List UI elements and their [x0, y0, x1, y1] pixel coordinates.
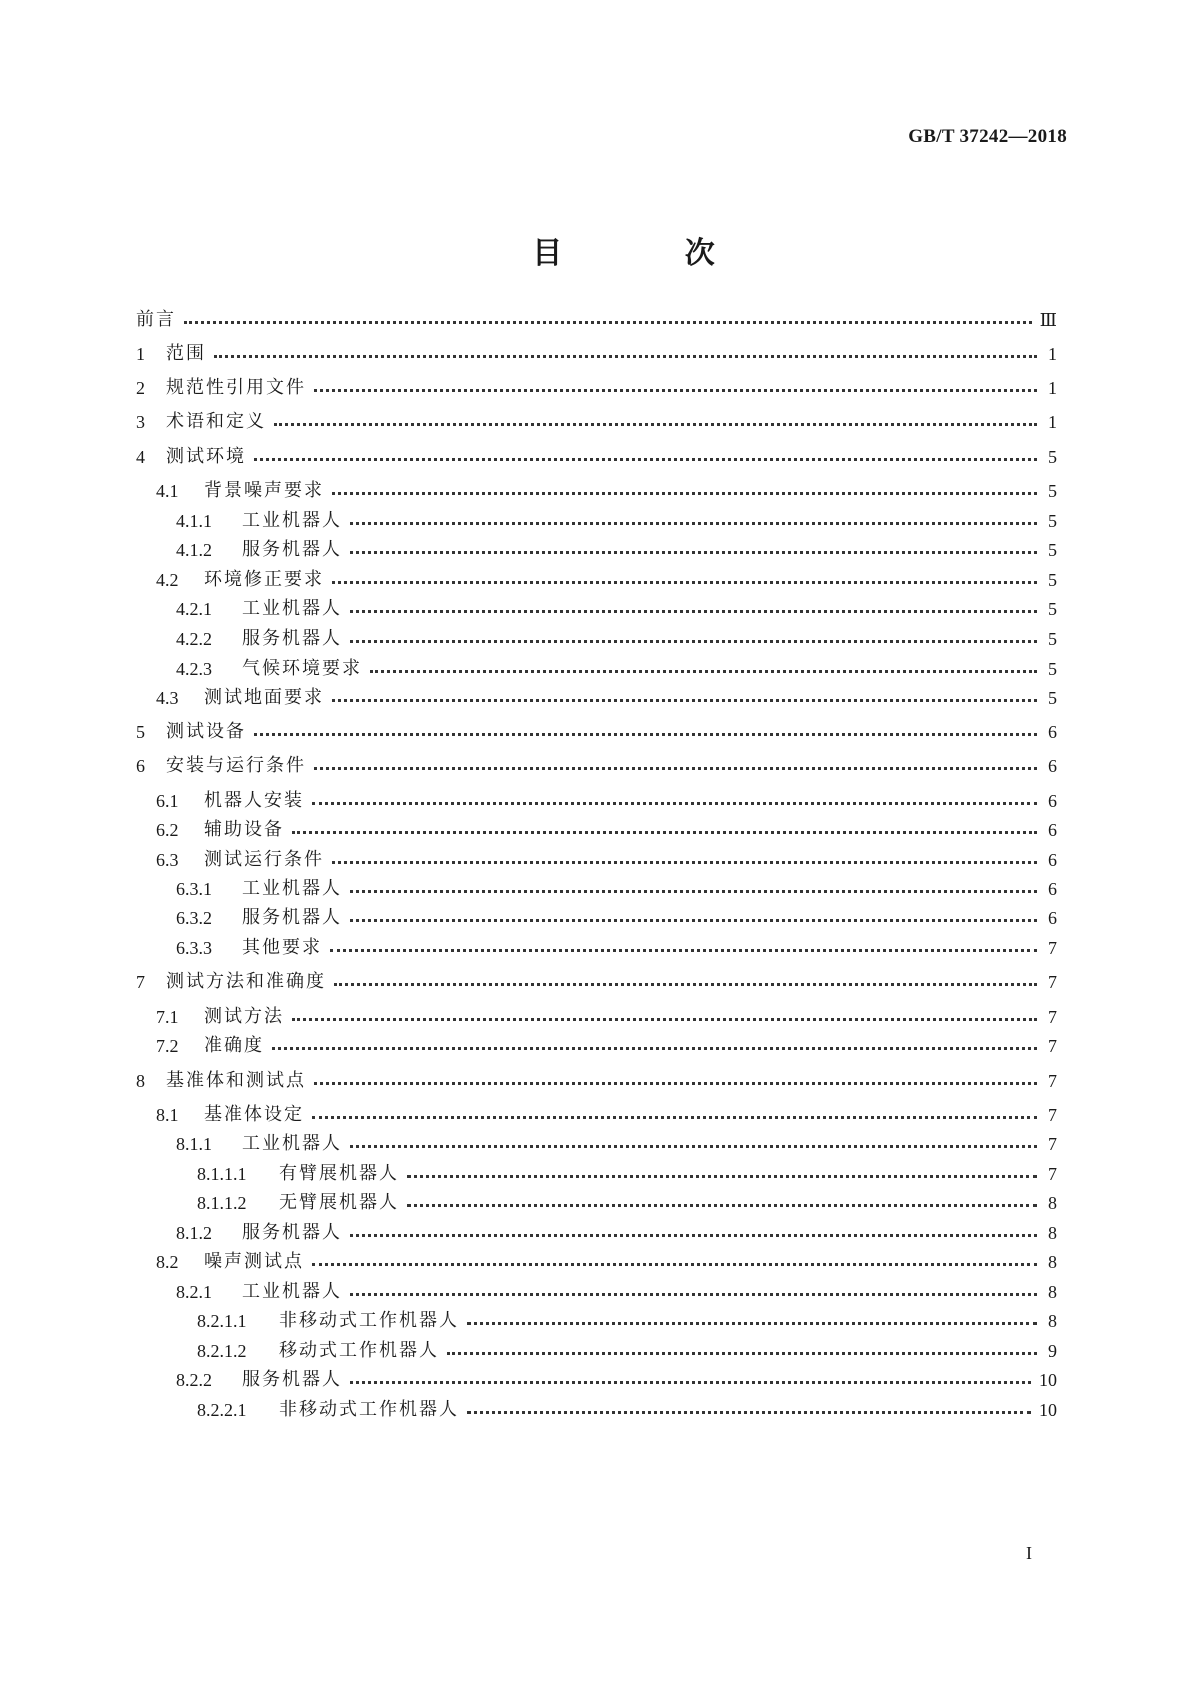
toc-entry[interactable] — [136, 1218, 1057, 1248]
toc-entry[interactable] — [136, 654, 1057, 684]
dot-leader — [314, 373, 1037, 403]
dot-leader — [274, 407, 1037, 437]
toc-entry[interactable] — [136, 1247, 1057, 1277]
dot-leader — [334, 967, 1037, 997]
toc-entry[interactable] — [136, 624, 1057, 654]
toc-entry-page: 5 — [1048, 570, 1057, 590]
toc-entry-label: 术语和定义 — [166, 411, 266, 432]
toc-entry-number: 8.1 — [156, 1105, 179, 1125]
dot-leader — [407, 1159, 1037, 1189]
toc-entry-label: 测试运行条件 — [204, 849, 324, 870]
toc-entry-label: 测试设备 — [166, 721, 246, 742]
toc-entry-label: 环境修正要求 — [204, 569, 324, 590]
toc-entry-number: 2 — [136, 378, 145, 398]
toc-entry-number: 6.1 — [156, 791, 179, 811]
toc-entry-page: 1 — [1048, 344, 1057, 364]
toc-entry-number: 8.2.1 — [176, 1282, 212, 1302]
toc-entry-label: 非移动式工作机器人 — [279, 1310, 459, 1331]
toc-entry-label: 基准体设定 — [204, 1104, 304, 1125]
toc-entry[interactable] — [136, 1365, 1057, 1395]
toc-entry-page: 6 — [1048, 879, 1057, 899]
toc-entry-page: 6 — [1048, 820, 1057, 840]
toc-entry[interactable] — [136, 476, 1057, 506]
toc-entry-label: 服务机器人 — [242, 1369, 342, 1390]
toc-entry[interactable] — [136, 305, 1057, 335]
toc-entry[interactable] — [136, 1188, 1057, 1218]
dot-leader — [292, 815, 1037, 845]
dot-leader — [292, 1002, 1037, 1032]
toc-entry-page: 7 — [1048, 938, 1057, 958]
toc-entry-label: 工业机器人 — [242, 598, 342, 619]
dot-leader — [312, 1247, 1037, 1277]
toc-entry-label: 服务机器人 — [242, 628, 342, 649]
toc-entry[interactable] — [136, 786, 1057, 816]
toc-entry-page: 10 — [1039, 1370, 1057, 1390]
toc-entry-page: 1 — [1048, 378, 1057, 398]
toc-entry-page: 7 — [1048, 1036, 1057, 1056]
toc-entry-number: 4.2.2 — [176, 629, 212, 649]
toc-entry[interactable] — [136, 1129, 1057, 1159]
toc-entry-number: 4.1.1 — [176, 511, 212, 531]
toc-entry[interactable] — [136, 1306, 1057, 1336]
toc-entry-page: 5 — [1048, 688, 1057, 708]
dot-leader — [312, 1100, 1037, 1130]
toc-entry-number: 6.3.3 — [176, 938, 212, 958]
toc-entry[interactable] — [136, 717, 1057, 747]
toc-entry-number: 7.1 — [156, 1007, 179, 1027]
toc-entry-number: 4.2 — [156, 570, 179, 590]
toc-entry-number: 4.1.2 — [176, 540, 212, 560]
toc-entry-number: 4.2.1 — [176, 599, 212, 619]
toc-entry-page: 5 — [1048, 599, 1057, 619]
toc-entry-number: 8.1.1.2 — [197, 1193, 247, 1213]
dot-leader — [332, 565, 1037, 595]
toc-entry-number: 8.2.2 — [176, 1370, 212, 1390]
toc-entry-number: 4.3 — [156, 688, 179, 708]
toc-entry-page: 8 — [1048, 1282, 1057, 1302]
toc-entry-page: 6 — [1048, 791, 1057, 811]
toc-entry-number: 8.2 — [156, 1252, 179, 1272]
toc-entry-label: 准确度 — [204, 1035, 264, 1056]
dot-leader — [350, 1218, 1037, 1248]
toc-entry[interactable] — [136, 874, 1057, 904]
toc-entry-number: 8.2.1.1 — [197, 1311, 247, 1331]
dot-leader — [254, 717, 1037, 747]
dot-leader — [350, 624, 1037, 654]
toc-entry-page: 7 — [1048, 972, 1057, 992]
toc-entry-number: 8.1.1 — [176, 1134, 212, 1154]
dot-leader — [350, 1129, 1037, 1159]
dot-leader — [332, 845, 1037, 875]
toc-entry-label: 测试方法和准确度 — [166, 971, 326, 992]
toc-entry-page: 10 — [1039, 1400, 1057, 1420]
toc-entry-page: 8 — [1048, 1193, 1057, 1213]
toc-entry-number: 8.1.2 — [176, 1223, 212, 1243]
toc-entry-number: 8 — [136, 1071, 145, 1091]
toc-entry-label: 非移动式工作机器人 — [279, 1399, 459, 1420]
toc-entry-page: 5 — [1048, 481, 1057, 501]
toc-entry-number: 6 — [136, 756, 145, 776]
toc-entry-number: 6.3.1 — [176, 879, 212, 899]
toc-entry[interactable] — [136, 683, 1057, 713]
dot-leader — [407, 1188, 1037, 1218]
toc-entry[interactable] — [136, 1100, 1057, 1130]
toc-entry[interactable] — [136, 1066, 1057, 1096]
toc-entry-number: 4.1 — [156, 481, 179, 501]
dot-leader — [214, 339, 1037, 369]
toc-entry-number: 8.2.1.2 — [197, 1341, 247, 1361]
dot-leader — [350, 1365, 1031, 1395]
toc-entry-page: 7 — [1048, 1105, 1057, 1125]
dot-leader — [332, 683, 1037, 713]
toc-entry-number: 3 — [136, 412, 145, 432]
toc-entry[interactable] — [136, 903, 1057, 933]
toc-entry-label: 安装与运行条件 — [166, 755, 306, 776]
toc-entry-label: 气候环境要求 — [242, 658, 362, 679]
toc-entry-label: 服务机器人 — [242, 907, 342, 928]
toc-entry-page: 9 — [1048, 1341, 1057, 1361]
toc-entry[interactable] — [136, 1336, 1057, 1366]
toc-entry-label: 服务机器人 — [242, 1222, 342, 1243]
toc-entry[interactable] — [136, 1002, 1057, 1032]
toc-entry-page: 5 — [1048, 629, 1057, 649]
dot-leader — [467, 1306, 1037, 1336]
toc-entry[interactable] — [136, 967, 1057, 997]
toc-entry[interactable] — [136, 535, 1057, 565]
dot-leader — [314, 751, 1037, 781]
toc-entry-page: 8 — [1048, 1252, 1057, 1272]
toc-entry-page: Ⅲ — [1039, 310, 1057, 330]
dot-leader — [330, 933, 1037, 963]
toc-entry-label: 范围 — [166, 343, 206, 364]
document-code: GB/T 37242—2018 — [908, 126, 1067, 147]
toc-entry-page: 7 — [1048, 1134, 1057, 1154]
toc-entry-page: 6 — [1048, 908, 1057, 928]
dot-leader — [350, 535, 1037, 565]
toc-entry-number: 6.3.2 — [176, 908, 212, 928]
toc-entry-label: 机器人安装 — [204, 790, 304, 811]
toc-entry-label: 前言 — [136, 309, 176, 330]
toc-entry-page: 6 — [1048, 722, 1057, 742]
toc-entry-page: 5 — [1048, 447, 1057, 467]
toc-entry-label: 噪声测试点 — [204, 1251, 304, 1272]
toc-entry[interactable] — [136, 373, 1057, 403]
dot-leader — [350, 594, 1037, 624]
toc-entry-label: 工业机器人 — [242, 1133, 342, 1154]
toc-entry[interactable] — [136, 845, 1057, 875]
dot-leader — [314, 1066, 1037, 1096]
toc-entry-number: 6.3 — [156, 850, 179, 870]
toc-entry[interactable] — [136, 565, 1057, 595]
toc-entry-number: 8.1.1.1 — [197, 1164, 247, 1184]
page-title: 目 次 — [532, 236, 771, 271]
toc-entry-page: 8 — [1048, 1223, 1057, 1243]
dot-leader — [370, 654, 1037, 684]
toc-entry[interactable] — [136, 1159, 1057, 1189]
dot-leader — [254, 442, 1037, 472]
toc-entry-number: 8.2.2.1 — [197, 1400, 247, 1420]
toc-entry-label: 移动式工作机器人 — [279, 1340, 439, 1361]
dot-leader — [447, 1336, 1037, 1366]
toc-entry[interactable] — [136, 751, 1057, 781]
dot-leader — [272, 1031, 1037, 1061]
toc-entry-label: 其他要求 — [242, 937, 322, 958]
toc-entry-label: 服务机器人 — [242, 539, 342, 560]
toc-entry-page: 5 — [1048, 540, 1057, 560]
toc-entry-page: 8 — [1048, 1311, 1057, 1331]
toc-entry-number: 5 — [136, 722, 145, 742]
toc-entry-number: 4 — [136, 447, 145, 467]
dot-leader — [350, 874, 1037, 904]
toc-entry[interactable] — [136, 594, 1057, 624]
toc-entry-page: 7 — [1048, 1007, 1057, 1027]
toc-entry-number: 7.2 — [156, 1036, 179, 1056]
toc-entry-label: 测试地面要求 — [204, 687, 324, 708]
toc-entry-label: 工业机器人 — [242, 878, 342, 899]
toc-entry-label: 工业机器人 — [242, 510, 342, 531]
toc-entry-label: 规范性引用文件 — [166, 377, 306, 398]
toc-entry[interactable] — [136, 1277, 1057, 1307]
toc-entry-label: 工业机器人 — [242, 1281, 342, 1302]
toc-entry-label: 测试环境 — [166, 446, 246, 467]
dot-leader — [467, 1395, 1031, 1425]
dot-leader — [312, 786, 1037, 816]
toc-entry-label: 有臂展机器人 — [279, 1163, 399, 1184]
toc-entry[interactable] — [136, 506, 1057, 536]
toc-entry-label: 测试方法 — [204, 1006, 284, 1027]
toc-entry-label: 无臂展机器人 — [279, 1192, 399, 1213]
toc-entry-number: 6.2 — [156, 820, 179, 840]
toc-entry-page: 7 — [1048, 1071, 1057, 1091]
page-number: I — [1026, 1543, 1032, 1563]
dot-leader — [184, 305, 1032, 335]
toc-entry-number: 4.2.3 — [176, 659, 212, 679]
dot-leader — [332, 476, 1037, 506]
toc-entry-page: 5 — [1048, 659, 1057, 679]
toc-entry-page: 6 — [1048, 850, 1057, 870]
toc-entry-number: 7 — [136, 972, 145, 992]
toc-entry[interactable] — [136, 933, 1057, 963]
toc-entry-page: 1 — [1048, 412, 1057, 432]
toc-entry[interactable] — [136, 1395, 1057, 1425]
toc-entry-number: 1 — [136, 344, 145, 364]
toc-entry-label: 辅助设备 — [204, 819, 284, 840]
toc-entry[interactable] — [136, 339, 1057, 369]
dot-leader — [350, 903, 1037, 933]
toc-entry-page: 6 — [1048, 756, 1057, 776]
toc-entry[interactable] — [136, 442, 1057, 472]
toc-entry-label: 背景噪声要求 — [204, 480, 324, 501]
dot-leader — [350, 506, 1037, 536]
toc-entry-label: 基准体和测试点 — [166, 1070, 306, 1091]
toc-entry-page: 5 — [1048, 511, 1057, 531]
toc-entry-page: 7 — [1048, 1164, 1057, 1184]
toc-entry[interactable] — [136, 1031, 1057, 1061]
toc-entry[interactable] — [136, 815, 1057, 845]
toc-entry[interactable] — [136, 407, 1057, 437]
dot-leader — [350, 1277, 1037, 1307]
